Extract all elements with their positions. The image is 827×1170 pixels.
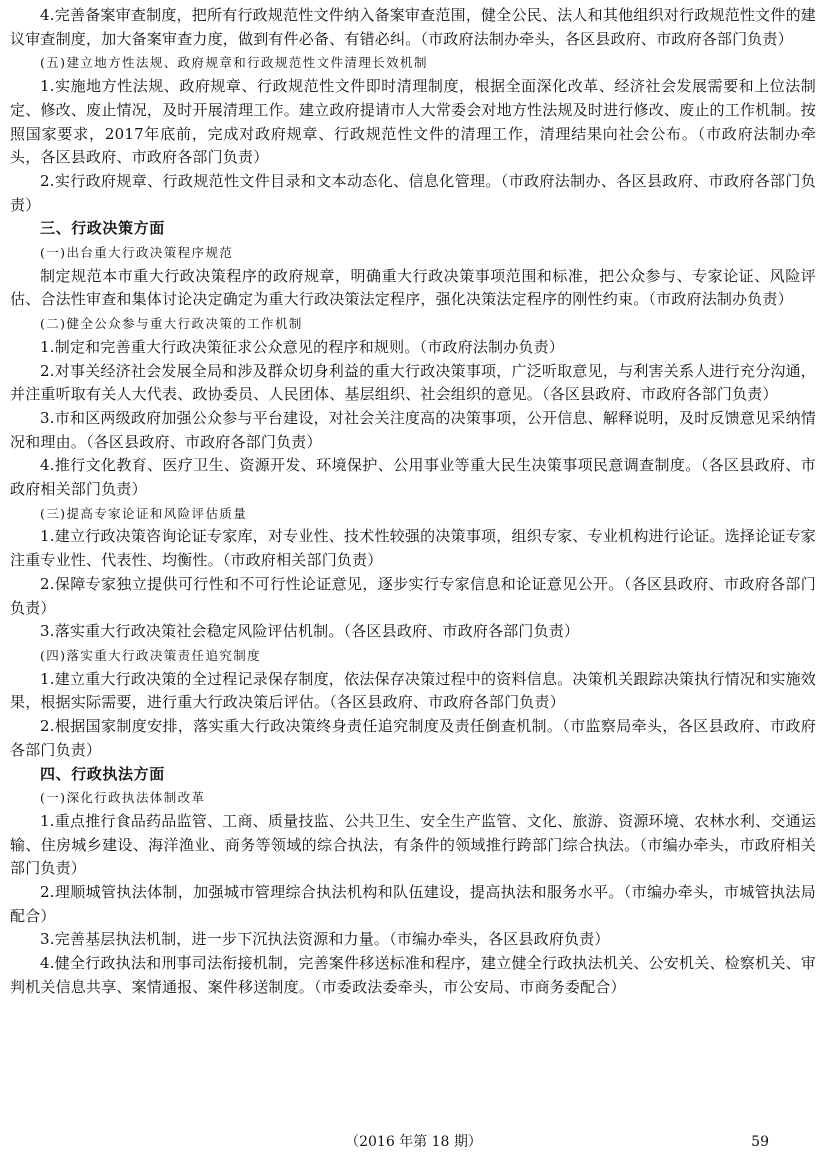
page-footer (0, 1130, 827, 1154)
issue-label: （2016 年第 18 期） (345, 1134, 482, 1150)
paragraph: 4.健全行政执法和刑事司法衔接机制，完善案件移送标准和程序，建立健全行政执法机关、公安机关、检察机关、审判机关信息共享、案情通报、案件移送制度。（市委政法委牵头，市公安局、市商务委配合） (10, 954, 816, 996)
paragraph: 3.完善基层执法机制，进一步下沉执法资源和力量。（市编办牵头，各区县政府负责） (40, 930, 610, 949)
paragraph: 4.推行文化教育、医疗卫生、资源开发、环境保护、公用事业等重大民生决策事项民意调查制度。（各区县政府、市政府相关部门负责） (10, 456, 816, 499)
paragraph: 3.落实重大行政决策社会稳定风险评估机制。（各区县政府、市政府各部门负责） (40, 622, 580, 641)
subsection-heading: (一)出台重大行政决策程序规范 (40, 245, 234, 261)
subsection-heading: (五)建立地方性法规、政府规章和行政规范性文件清理长效机制 (40, 55, 428, 71)
paragraph: 1.建立重大行政决策的全过程记录保存制度，依法保存决策过程中的资料信息。决策机关跟踪决策执行情况和实施效果，根据实际需要，进行重大行政决策后评估。（各区县政府、市政府各部门负责） (10, 669, 816, 712)
section-heading: 三、行政决策方面 (40, 219, 165, 238)
paragraph: 1.重点推行食品药品监管、工商、质量技监、公共卫生、安全生产监管、文化、旅游、资源环境、农林水利、交通运输、住房城乡建设、海洋渔业、商务等领域的综合执法，有条件的领域推行跨部门综合执法。（市编办牵头，市政府相关部门负责） (10, 811, 816, 878)
subsection-heading: (三)提高专家论证和风险评估质量 (40, 505, 248, 521)
paragraph: 2.理顺城管执法体制，加强城市管理综合执法机构和队伍建设，提高执法和服务水平。（市编办牵头，市城管执法局配合） (10, 883, 816, 925)
paragraph: 2.根据国家制度安排，落实重大行政决策终身责任追究制度及责任倒查机制。（市监察局牵头，各区县政府、市政府各部门负责） (10, 717, 816, 759)
paragraph: 1.建立行政决策咨询论证专家库，对专业性、技术性较强的决策事项，组织专家、专业机构进行论证。选择论证专家注重专业性、代表性、均衡性。（市政府相关部门负责） (10, 527, 816, 570)
paragraph: 3.市和区两级政府加强公众参与平台建设，对社会关注度高的决策事项，公开信息、解释说明，及时反馈意见采纳情况和理由。（各区县政府、市政府各部门负责） (10, 408, 816, 451)
page-number: 59 (751, 1134, 769, 1150)
subsection-heading: (四)落实重大行政决策责任追究制度 (40, 647, 262, 663)
document-body (10, 4, 816, 1130)
paragraph: 1.制定和完善重大行政决策征求公众意见的程序和规则。（市政府法制办负责） (40, 337, 565, 356)
paragraph: 1.实施地方性法规、政府规章、行政规范性文件即时清理制度，根据全面深化改革、经济社会发展需要和上位法制定、修改、废止情况，及时开展清理工作。建立政府提请市人大常委会对地方性法规及时进行修改、废止的工作机制。按照国家要求，2017年底前，完成对政府规章、行政规范性文件的清理工作，清理结果向社会公布。（市政府法制办牵头，各区县政府、市政府各部门负责） (10, 77, 816, 167)
section-heading: 四、行政执法方面 (40, 764, 165, 783)
subsection-heading: (二)健全公众参与重大行政决策的工作机制 (40, 316, 303, 332)
paragraph: 2.对事关经济社会发展全局和涉及群众切身利益的重大行政决策事项，广泛听取意见，与利害关系人进行充分沟通，并注重听取有关人大代表、政协委员、人民团体、基层组织、社会组织的意见。（各区县政府、市政府各部门负责） (10, 361, 816, 404)
paragraph: 制定规范本市重大行政决策程序的政府规章，明确重大行政决策事项范围和标准，把公众参与、专家论证、风险评估、合法性审查和集体讨论决定确定为重大行政决策法定程序，强化决策法定程序的刚性约束。（市政府法制办负责） (10, 266, 816, 309)
paragraph: 2.保障专家独立提供可行性和不可行性论证意见，逐步实行专家信息和论证意见公开。（各区县政府、市政府各部门负责） (10, 574, 816, 617)
paragraph: 4.完善备案审查制度，把所有行政规范性文件纳入备案审查范围，健全公民、法人和其他组织对行政规范性文件的建议审查制度，加大备案审查力度，做到有件必备、有错必纠。（市政府法制办牵头，各区县政府、市政府各部门负责） (10, 6, 816, 48)
subsection-heading: (一)深化行政执法体制改革 (40, 790, 206, 806)
paragraph: 2.实行政府规章、行政规范性文件目录和文本动态化、信息化管理。（市政府法制办、各区县政府、市政府各部门负责） (10, 171, 816, 214)
